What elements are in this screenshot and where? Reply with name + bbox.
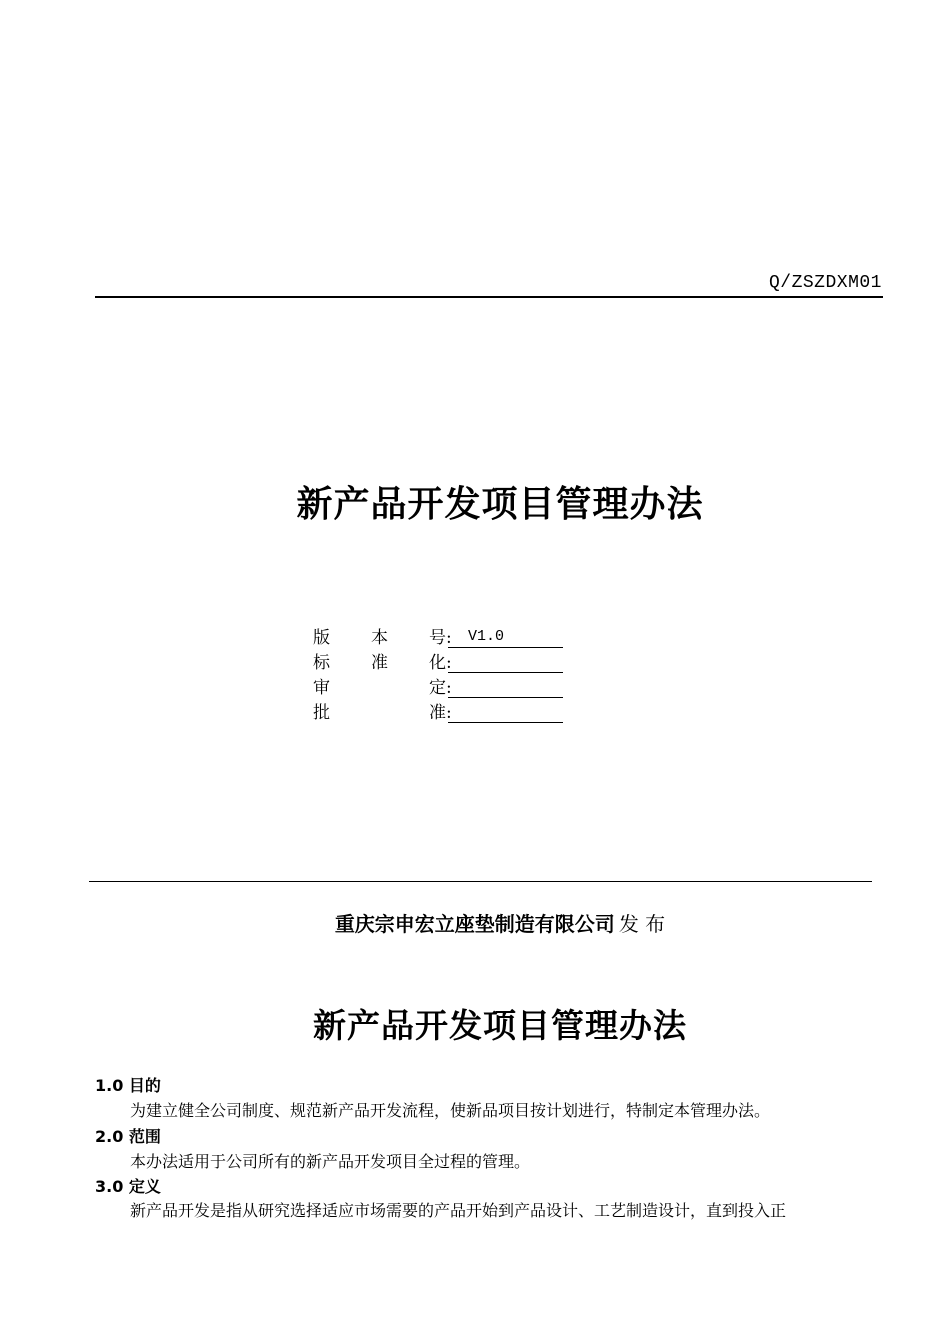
header-rule bbox=[95, 296, 883, 298]
field-label bbox=[313, 648, 446, 673]
label-char: 审 bbox=[313, 678, 330, 698]
section-heading: 1.0 目的 bbox=[95, 1076, 161, 1095]
document-code: Q/ZSZDXM01 bbox=[768, 273, 882, 293]
field-version: 版 本 号 : V1.0 bbox=[313, 624, 563, 648]
field-value bbox=[448, 653, 563, 673]
field-label bbox=[313, 623, 446, 648]
section-text: 新产品开发是指从研究选择适应市场需要的产品开始到产品设计、工艺制造设计，直到投入正 bbox=[130, 1201, 787, 1220]
field-label bbox=[313, 673, 446, 698]
field-standardization: 标 准 化 : bbox=[313, 649, 563, 673]
section-text: 本办法适用于公司所有的新产品开发项目全过程的管理。 bbox=[130, 1152, 531, 1171]
publisher-name: 重庆宗申宏立座垫制造有限公司 bbox=[334, 912, 615, 936]
field-label bbox=[313, 698, 446, 723]
label-char: 本 bbox=[371, 628, 388, 648]
field-approve: 批 准 : bbox=[313, 699, 563, 723]
section-text: 为建立健全公司制度、规范新产品开发流程，使新品项目按计划进行，特制定本管理办法。 bbox=[130, 1101, 771, 1120]
label-char: 版 bbox=[313, 628, 330, 648]
field-value bbox=[448, 678, 563, 698]
section-heading: 3.0 定义 bbox=[95, 1177, 161, 1196]
label-char: 化 bbox=[429, 653, 446, 673]
section-heading: 2.0 范围 bbox=[95, 1127, 161, 1146]
label-char: 准 bbox=[371, 653, 388, 673]
label-char: 定 bbox=[429, 678, 446, 698]
publisher-suffix: 发 布 bbox=[618, 912, 666, 936]
footer-rule bbox=[89, 881, 872, 882]
label-char: 号 bbox=[429, 628, 446, 648]
field-review: 审 定 : bbox=[313, 674, 563, 698]
label-char: 批 bbox=[313, 703, 330, 723]
field-value bbox=[448, 703, 563, 723]
cover-title: 新产品开发项目管理办法 bbox=[296, 483, 704, 525]
label-char: 标 bbox=[313, 653, 330, 673]
body-title: 新产品开发项目管理办法 bbox=[313, 1006, 687, 1045]
field-value: V1.0 bbox=[448, 628, 563, 648]
label-char: 准 bbox=[429, 703, 446, 723]
publisher bbox=[0, 908, 950, 937]
